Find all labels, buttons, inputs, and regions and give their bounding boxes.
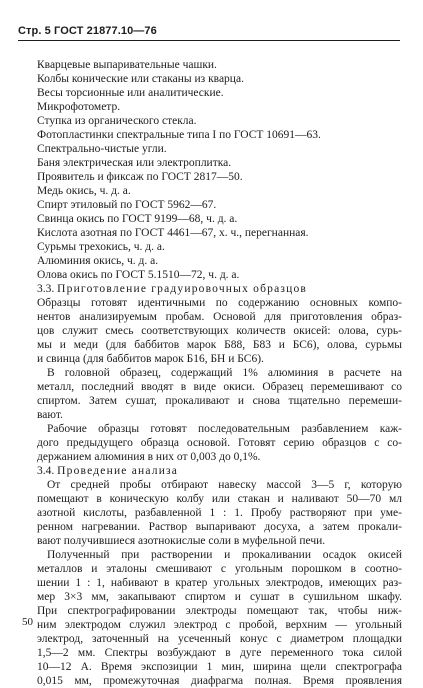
text-line: При спектрографировании электроды помещают так, чтобы ниж- (37, 605, 402, 617)
text-line: дого предыдущего образца основой. Готовят серию образцов с со- (37, 437, 402, 449)
text-line: ним электродом служил электрод с пробой, верхним — угольный (37, 619, 402, 631)
text-line: вают получившиеся азотнокислые соли в муфельной печи. (37, 535, 326, 547)
header-rule (18, 40, 400, 41)
equipment-list (37, 58, 402, 282)
text-line: держанием алюминия в них от 0,003 до 0,1%. (37, 451, 261, 463)
text-line: азотной кислоты, разбавленной 1 : 1. Пробу растворяют при уме- (37, 507, 402, 519)
equipment-item: Кислота азотная по ГОСТ 4461—67, х. ч., перегнанная. (37, 227, 309, 239)
equipment-item: Проявитель и фиксаж по ГОСТ 2817—50. (37, 171, 243, 183)
equipment-item: Свинца окись по ГОСТ 9199—68, ч. д. а. (37, 213, 238, 225)
text-line: металл, последний вводят в виде окиси. Образец перемешивают со (37, 381, 402, 393)
equipment-item: Ступка из органического стекла. (37, 115, 197, 127)
equipment-item: Спектрально-чистые угли. (37, 143, 167, 155)
text-line: мер 3×3 мм, закапывают спиртом и сушат в сушильном шкафу. (37, 591, 402, 603)
text-line: Рабочие образцы готовят последовательным разбавлением каж- (47, 423, 402, 435)
section-heading-3-4 (37, 464, 402, 478)
equipment-item: Медь окись, ч. д. а. (37, 185, 131, 197)
text-line: нентов анализируемым пробам. Основой для приготовления образ- (37, 311, 402, 323)
page-header: Стр. 5 ГОСТ 21877.10—76 (18, 25, 157, 37)
paragraph (37, 366, 402, 422)
equipment-item: Алюминия окись, ч. д. а. (37, 255, 159, 267)
equipment-item: Олова окись по ГОСТ 5.1510—72, ч. д. а. (37, 269, 240, 281)
document-body (37, 58, 402, 688)
text-line: Полученный при растворении и прокаливании осадок окисей (47, 549, 402, 561)
text-line: ренном нагревании. Раствор выпаривают досуха, а затем прокали- (37, 521, 402, 533)
equipment-item: Спирт этиловый по ГОСТ 5962—67. (37, 199, 217, 211)
text-line: мы и меди (для баббитов марок Б88, Б83 и БС6), олова, сурьмы (37, 339, 402, 351)
text-line: 0,015 мм, промежуточная диафрагма полная. Время проявления (37, 675, 402, 687)
equipment-item: Кварцевые выпаривательные чашки. (37, 59, 217, 71)
paragraph (37, 296, 402, 366)
text-line: металлов и эталоны смешивают с угольным порошком в соотно- (37, 563, 402, 575)
text-line: 1,5—2 мм. Спектры возбуждают в дуге переменного тока силой (37, 647, 402, 659)
section-title: Проведение анализа (57, 465, 179, 477)
equipment-item: Весы торсионные или аналитические. (37, 87, 224, 99)
equipment-item: Колбы конические или стаканы из кварца. (37, 73, 244, 85)
section-number: 3.4. (37, 465, 55, 477)
equipment-item: Сурьмы трехокись, ч. д. а. (37, 241, 165, 253)
text-line: спиртом. Затем сушат, прокаливают и снова тщательно перемеши- (37, 395, 402, 407)
text-line: шении 1 : 1, набивают в кратер угольных электродов, имеющих раз- (37, 577, 402, 589)
equipment-item: Фотопластинки спектральные типа I по ГОСТ 10691—63. (37, 129, 321, 141)
page-number: 50 (22, 616, 33, 628)
text-line: вают. (37, 409, 63, 421)
text-line: электрод, заточенный на усеченный конус с диаметром площадки (37, 633, 402, 645)
paragraph (37, 422, 402, 464)
text-line: помещают в коническую колбу или стакан и наливают 50—70 мл (37, 493, 402, 505)
equipment-item: Баня электрическая или электроплитка. (37, 157, 232, 169)
paragraph (37, 478, 402, 548)
text-line: В головной образец, содержащий 1% алюминия в расчете на (47, 367, 402, 379)
text-line: Образцы готовят идентичными по содержанию основных компо- (37, 297, 402, 309)
text-line: и свинца (для баббитов марок Б16, БН и БС6). (37, 353, 264, 365)
section-number: 3.3. (37, 283, 55, 295)
section-title: Приготовление градуировочных образцов (57, 283, 308, 295)
equipment-item: Микрофотометр. (37, 101, 121, 113)
text-line: 10—12 А. Время экспозиции 1 мин, ширина щели спектрографа (37, 661, 402, 673)
text-line: цов служит смесь соответствующих количеств окисей: олова, сурь- (37, 325, 402, 337)
paragraph (37, 548, 402, 688)
text-line: От средней пробы отбирают навеску массой 3—5 г, которую (47, 479, 402, 491)
section-heading-3-3 (37, 282, 402, 296)
